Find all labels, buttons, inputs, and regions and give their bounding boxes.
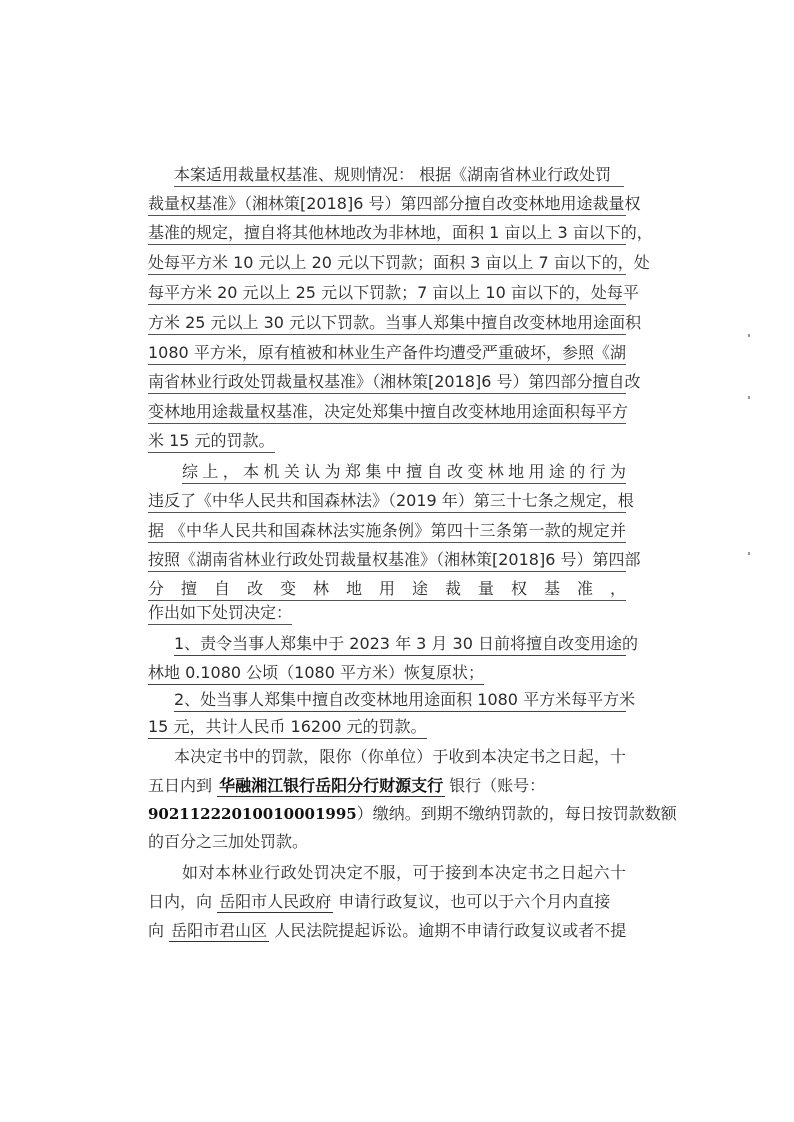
payment-line3 [148,803,677,825]
para1-line8: 南省林业行政处罚裁量权基准》（湘林策[2018]6 号）第四部分擅自改 [148,371,626,394]
gov-name-blank: 岳阳市人民政府 [219,892,332,911]
scan-speck [748,396,750,399]
appeal-line3 [148,920,626,942]
payment-line2 [148,775,626,797]
para2-line1: 综上，本机关认为郑集中擅自改变林地用途的行为 [182,461,626,484]
para1-line1: 本案适用裁量权基准、规则情况： 根据《湖南省林业行政处罚 [174,164,624,187]
scan-speck [748,552,750,555]
appeal-line3-suffix: 人民法院提起诉讼。逾期不申请行政复议或者不提 [269,921,627,940]
decision-item2-line2: 15 元，共计人民币 16200 元的罚款。 [148,716,427,739]
court-area-blank: 岳阳市君山区 [171,921,268,940]
para2-line4: 按照《湖南省林业行政处罚裁量权基准》（湘林策[2018]6 号）第四部 [148,549,626,572]
para2-line2: 违反了《中华人民共和国森林法》（2019 年）第三十七条之规定，根 [148,490,626,513]
para1-line10: 米 15 元的罚款。 [148,430,275,453]
payment-line1: 本决定书中的罚款，限你（你单位）于收到本决定书之日起，十 [174,747,626,766]
para1-line3: 基准的规定，擅自将其他林地改为非林地，面积 1 亩以上 3 亩以下的， [148,222,626,245]
para1-line6: 方米 25 元以上 30 元以下罚款。当事人郑集中擅自改变林地用途面积 [148,312,626,335]
para1-line2: 裁量权基准》（湘林策[2018]6 号）第四部分擅自改变林地用途裁量权 [148,193,626,216]
appeal-line2-prefix: 日内，向 [148,892,218,911]
para1-line4: 处每平方米 10 元以上 20 元以下罚款；面积 3 亩以上 7 亩以下的，处 [148,252,626,275]
account-number: 90211222010010001995 [148,805,357,823]
para1-line7: 1080 平方米，原有植被和林业生产备件均遭受严重破坏，参照《湖 [148,342,626,365]
decision-item2-line1: 2、处当事人郑集中擅自改变林地用途面积 1080 平方米每平方米 [174,689,626,712]
payment-line3-text: ）缴纳。到期不缴纳罚款的，每日按罚款数额 [356,804,677,823]
appeal-line2 [148,891,610,913]
payment-line2-suffix: 银行（账号： [449,776,546,795]
appeal-line2-suffix: 申请行政复议，也可以于六个月内直接 [333,892,611,911]
para2-line5: 分擅自改变林地用途裁量权基准， [148,578,626,601]
para2-line6: 作出如下处罚决定： [148,602,292,625]
payment-line4: 的百分之三加处罚款。 [148,832,309,851]
appeal-line3-prefix: 向 [148,921,170,940]
decision-item1-line2: 林地 0.1080 公顷（1080 平方米）恢复原状； [148,662,484,685]
payment-line2-prefix: 五日内到 [148,776,218,795]
bank-name: 华融湘江银行岳阳分行财源支行 [219,776,444,795]
decision-item1-line1: 1、责令当事人郑集中于 2023 年 3 月 30 日前将擅自改变用途的 [174,633,626,656]
para2-line3: 据 《中华人民共和国森林法实施条例》第四十三条第一款的规定并 [148,520,626,543]
para1-line5: 每平方米 20 元以上 25 元以下罚款；7 亩以上 10 亩以下的，处每平 [148,282,626,305]
scan-speck [748,334,750,337]
para1-line9: 变林地用途裁量权基准，决定处郑集中擅自改变林地用途面积每平方 [148,401,626,424]
appeal-line1: 如对本林业行政处罚决定不服，可于接到本决定书之日起六十 [182,863,626,882]
